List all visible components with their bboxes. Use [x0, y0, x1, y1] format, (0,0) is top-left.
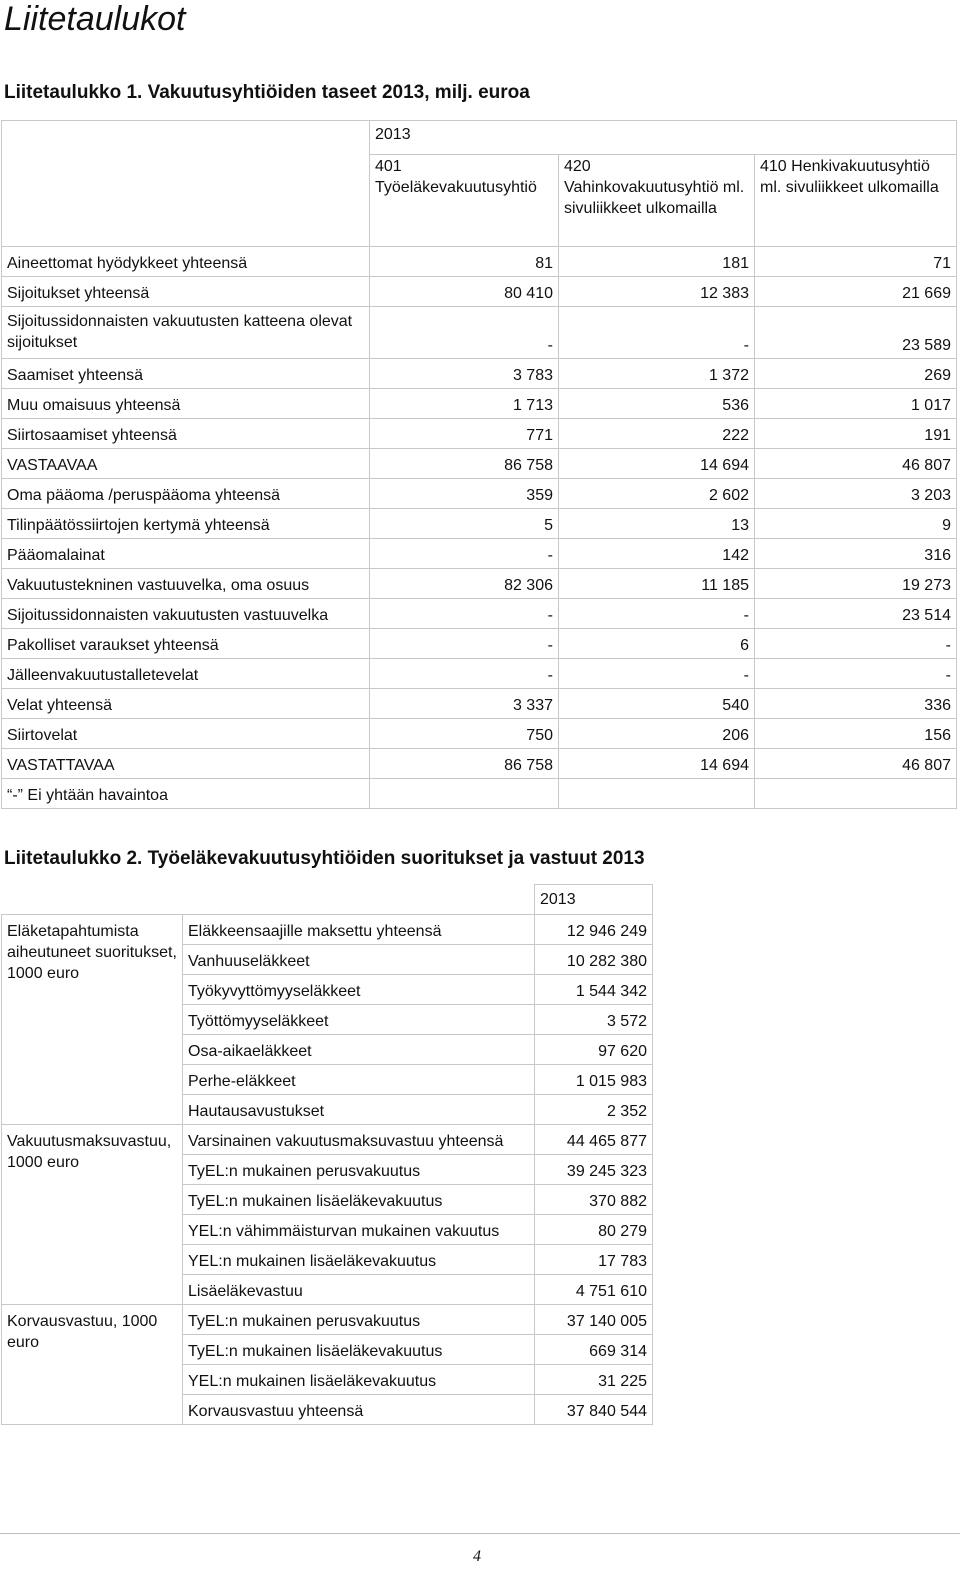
- value-cell: -: [370, 629, 559, 659]
- table-row: [2, 307, 957, 359]
- row-label: Työttömyyseläkkeet: [183, 1005, 535, 1035]
- value-cell: 191: [755, 419, 957, 449]
- value-cell: 37 840 544: [535, 1395, 653, 1425]
- table-row: [2, 509, 957, 539]
- row-label: Eläkkeensaajille maksettu yhteensä: [183, 915, 535, 945]
- row-label: VASTATTAVAA: [2, 749, 370, 779]
- row-label: Työkyvyttömyyseläkkeet: [183, 975, 535, 1005]
- table-row: [2, 915, 653, 945]
- empty-cell: [370, 779, 559, 809]
- value-cell: 46 807: [755, 449, 957, 479]
- page-title: Liitetaulukot: [4, 0, 186, 38]
- row-label: TyEL:n mukainen perusvakuutus: [183, 1305, 535, 1335]
- row-label: Oma pääoma /peruspääoma yhteensä: [2, 479, 370, 509]
- row-label: Siirtosaamiset yhteensä: [2, 419, 370, 449]
- row-label: Pääomalainat: [2, 539, 370, 569]
- row-label: Pakolliset varaukset yhteensä: [2, 629, 370, 659]
- table-row: [2, 419, 957, 449]
- value-cell: 19 273: [755, 569, 957, 599]
- table-row: [2, 689, 957, 719]
- value-cell: -: [559, 307, 755, 359]
- row-label: Tilinpäätössiirtojen kertymä yhteensä: [2, 509, 370, 539]
- value-cell: 222: [559, 419, 755, 449]
- value-cell: 3 783: [370, 359, 559, 389]
- row-label: YEL:n mukainen lisäeläkevakuutus: [183, 1365, 535, 1395]
- table2-year: 2013: [535, 885, 653, 915]
- value-cell: 181: [559, 247, 755, 277]
- table-row: [2, 479, 957, 509]
- value-cell: 97 620: [535, 1035, 653, 1065]
- table1-year-row: [2, 121, 957, 155]
- value-cell: 39 245 323: [535, 1155, 653, 1185]
- table-row: [2, 389, 957, 419]
- value-cell: 771: [370, 419, 559, 449]
- column-header: 420 Vahinkovakuutusyhtiö ml. sivuliikkeet ulkomailla: [559, 155, 755, 247]
- value-cell: 540: [559, 689, 755, 719]
- value-cell: -: [755, 659, 957, 689]
- row-label: Vanhuuseläkkeet: [183, 945, 535, 975]
- value-cell: -: [370, 539, 559, 569]
- table1-footnote: “-” Ei yhtään havaintoa: [2, 779, 370, 809]
- value-cell: 44 465 877: [535, 1125, 653, 1155]
- row-label: Perhe-eläkkeet: [183, 1065, 535, 1095]
- value-cell: 81: [370, 247, 559, 277]
- table-row: [2, 1125, 653, 1155]
- value-cell: 669 314: [535, 1335, 653, 1365]
- row-label: Muu omaisuus yhteensä: [2, 389, 370, 419]
- value-cell: 1 713: [370, 389, 559, 419]
- table-row: [2, 359, 957, 389]
- row-label: YEL:n vähimmäisturvan mukainen vakuutus: [183, 1215, 535, 1245]
- row-label: Vakuutustekninen vastuuvelka, oma osuus: [2, 569, 370, 599]
- value-cell: 1 372: [559, 359, 755, 389]
- table-row: [2, 247, 957, 277]
- table-row: [2, 1305, 653, 1335]
- table1-heading: Liitetaulukko 1. Vakuutusyhtiöiden taseet 2013, milj. euroa: [4, 82, 530, 103]
- value-cell: -: [370, 599, 559, 629]
- empty-cell: [2, 885, 183, 915]
- group-label: Korvausvastuu, 1000 euro: [2, 1305, 183, 1425]
- value-cell: 5: [370, 509, 559, 539]
- value-cell: 156: [755, 719, 957, 749]
- value-cell: -: [370, 659, 559, 689]
- column-header: 410 Henkivakuutusyhtiö ml. sivuliikkeet ulkomailla: [755, 155, 957, 247]
- value-cell: -: [559, 659, 755, 689]
- value-cell: 11 185: [559, 569, 755, 599]
- row-label: Sijoitukset yhteensä: [2, 277, 370, 307]
- value-cell: 3 337: [370, 689, 559, 719]
- value-cell: 23 589: [755, 307, 957, 359]
- value-cell: -: [559, 599, 755, 629]
- empty-cell: [559, 779, 755, 809]
- value-cell: 359: [370, 479, 559, 509]
- value-cell: 4 751 610: [535, 1275, 653, 1305]
- value-cell: 14 694: [559, 749, 755, 779]
- value-cell: 80 410: [370, 277, 559, 307]
- column-header: 401 Työeläkevakuutusyhtiö: [370, 155, 559, 247]
- row-label: Saamiset yhteensä: [2, 359, 370, 389]
- value-cell: 269: [755, 359, 957, 389]
- row-label: Korvausvastuu yhteensä: [183, 1395, 535, 1425]
- value-cell: 1 017: [755, 389, 957, 419]
- value-cell: -: [370, 307, 559, 359]
- group-label: Vakuutusmaksuvastuu, 1000 euro: [2, 1125, 183, 1305]
- row-label: Varsinainen vakuutusmaksuvastuu yhteensä: [183, 1125, 535, 1155]
- value-cell: 536: [559, 389, 755, 419]
- value-cell: 3 572: [535, 1005, 653, 1035]
- value-cell: 13: [559, 509, 755, 539]
- table-row: [2, 539, 957, 569]
- value-cell: 10 282 380: [535, 945, 653, 975]
- value-cell: -: [755, 629, 957, 659]
- balance-sheet-table: [1, 120, 957, 809]
- value-cell: 9: [755, 509, 957, 539]
- value-cell: 80 279: [535, 1215, 653, 1245]
- table2-body: [2, 915, 653, 1425]
- table1-year: 2013: [370, 121, 957, 155]
- table2-year-row: [2, 885, 653, 915]
- value-cell: 1 544 342: [535, 975, 653, 1005]
- row-label: TyEL:n mukainen perusvakuutus: [183, 1155, 535, 1185]
- row-label: Osa-aikaeläkkeet: [183, 1035, 535, 1065]
- empty-cell: [183, 885, 535, 915]
- value-cell: 86 758: [370, 449, 559, 479]
- row-label: Lisäeläkevastuu: [183, 1275, 535, 1305]
- value-cell: 37 140 005: [535, 1305, 653, 1335]
- empty-cell: [755, 779, 957, 809]
- row-label: Sijoitussidonnaisten vakuutusten vastuuvelka: [2, 599, 370, 629]
- value-cell: 336: [755, 689, 957, 719]
- value-cell: 206: [559, 719, 755, 749]
- row-label: Aineettomat hyödykkeet yhteensä: [2, 247, 370, 277]
- row-label: Sijoitussidonnaisten vakuutusten katteena olevat sijoitukset: [2, 307, 370, 359]
- group-label: Eläketapahtumista aiheutuneet suoritukset, 1000 euro: [2, 915, 183, 1125]
- value-cell: 31 225: [535, 1365, 653, 1395]
- row-label: Jälleenvakuutustalletevelat: [2, 659, 370, 689]
- table1-corner-cell: [2, 121, 370, 247]
- value-cell: 750: [370, 719, 559, 749]
- value-cell: 370 882: [535, 1185, 653, 1215]
- row-label: YEL:n mukainen lisäeläkevakuutus: [183, 1245, 535, 1275]
- pension-liabilities-table: [1, 884, 653, 1425]
- row-label: Siirtovelat: [2, 719, 370, 749]
- row-label: TyEL:n mukainen lisäeläkevakuutus: [183, 1185, 535, 1215]
- page-number: 4: [473, 1548, 481, 1565]
- value-cell: 2 602: [559, 479, 755, 509]
- table1-footnote-row: [2, 779, 957, 809]
- table-row: [2, 629, 957, 659]
- table-row: [2, 719, 957, 749]
- value-cell: 82 306: [370, 569, 559, 599]
- value-cell: 3 203: [755, 479, 957, 509]
- value-cell: 86 758: [370, 749, 559, 779]
- table1-body: [2, 247, 957, 779]
- row-label: Hautausavustukset: [183, 1095, 535, 1125]
- table2-heading: Liitetaulukko 2. Työeläkevakuutusyhtiöiden suoritukset ja vastuut 2013: [4, 848, 645, 869]
- table-row: [2, 449, 957, 479]
- value-cell: 142: [559, 539, 755, 569]
- value-cell: 2 352: [535, 1095, 653, 1125]
- value-cell: 23 514: [755, 599, 957, 629]
- row-label: TyEL:n mukainen lisäeläkevakuutus: [183, 1335, 535, 1365]
- table-row: [2, 749, 957, 779]
- row-label: Velat yhteensä: [2, 689, 370, 719]
- value-cell: 46 807: [755, 749, 957, 779]
- value-cell: 12 383: [559, 277, 755, 307]
- value-cell: 6: [559, 629, 755, 659]
- table-row: [2, 599, 957, 629]
- footer-divider: [0, 1533, 960, 1534]
- table-row: [2, 277, 957, 307]
- value-cell: 71: [755, 247, 957, 277]
- value-cell: 21 669: [755, 277, 957, 307]
- value-cell: 14 694: [559, 449, 755, 479]
- value-cell: 17 783: [535, 1245, 653, 1275]
- value-cell: 1 015 983: [535, 1065, 653, 1095]
- table-row: [2, 569, 957, 599]
- value-cell: 12 946 249: [535, 915, 653, 945]
- row-label: VASTAAVAA: [2, 449, 370, 479]
- value-cell: 316: [755, 539, 957, 569]
- table-row: [2, 659, 957, 689]
